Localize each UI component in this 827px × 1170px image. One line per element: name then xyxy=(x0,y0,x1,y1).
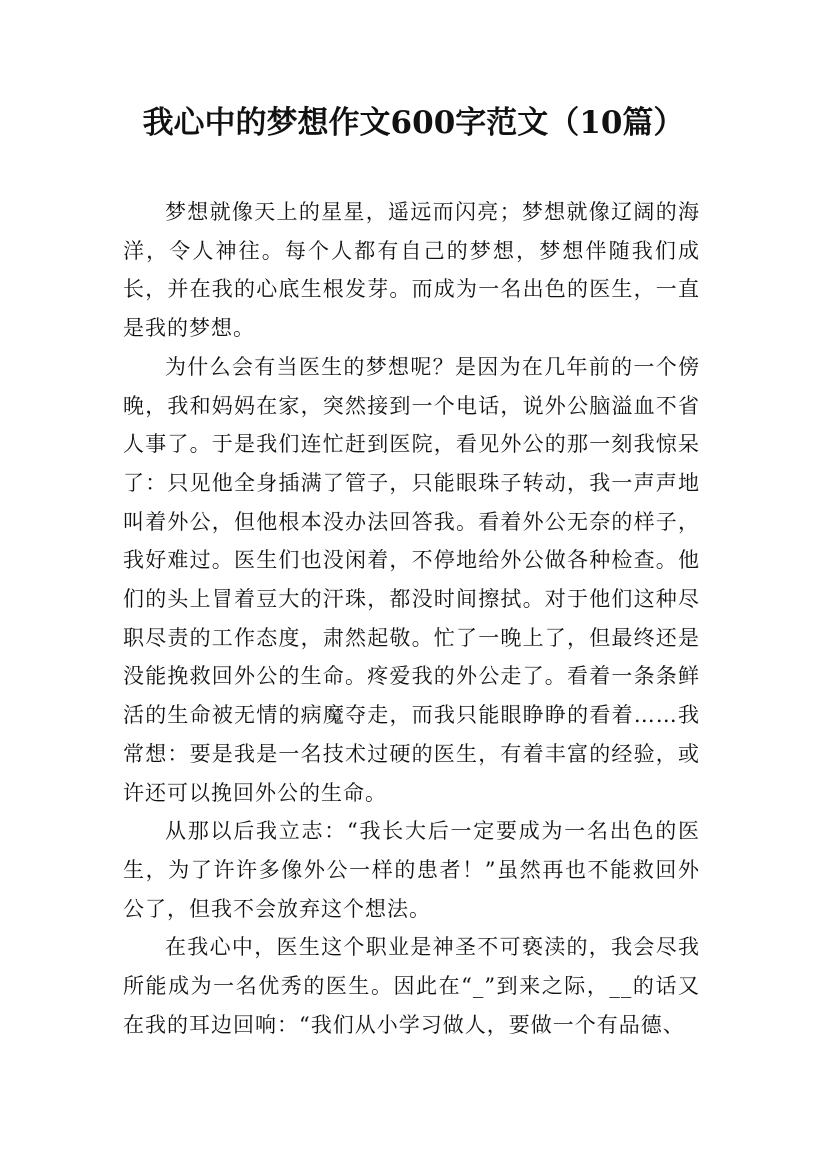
document-body xyxy=(123,193,700,1044)
paragraph-4: 在我心中，医生这个职业是神圣不可亵渎的，我会尽我所能成为一名优秀的医生。因此在“_”到来之际，__的话又在我的耳边回响：“我们从小学习做人，要做一个有品德、 xyxy=(123,935,700,1037)
paragraph-1: 梦想就像天上的星星，遥远而闪亮；梦想就像辽阔的海洋，令人神往。每个人都有自己的梦想，梦想伴随我们成长，并在我的心底生根发芽。而成为一名出色的医生，一直是我的梦想。 xyxy=(123,200,700,341)
paragraph-2: 为什么会有当医生的梦想呢？是因为在几年前的一个傍晚，我和妈妈在家，突然接到一个电话，说外公脑溢血不省人事了。于是我们连忙赶到医院，看见外公的那一刻我惊呆了：只见他全身插满了管子，只能眼珠子转动，我一声声地叫着外公，但他根本没办法回答我。看着外公无奈的样子，我好难过。医生们也没闲着，不停地给外公做各种检查。他们的头上冒着豆大的汗珠，都没时间擦拭。对于他们这种尽职尽责的工作态度，肃然起敬。忙了一晚上了，但最终还是没能挽救回外公的生命。疼爱我的外公走了。看着一条条鲜活的生命被无情的病魔夺走，而我只能眼睁睁的看着……我常想：要是我是一名技术过硬的医生，有着丰富的经验，或许还可以挽回外公的生命。 xyxy=(123,354,700,805)
paragraph-3: 从那以后我立志：“我长大后一定要成为一名出色的医生，为了许许多像外公一样的患者！”虽然再也不能救回外公了，但我不会放弃这个想法。 xyxy=(123,819,700,921)
document-title: 我心中的梦想作文600字范文（10篇） xyxy=(142,105,685,141)
